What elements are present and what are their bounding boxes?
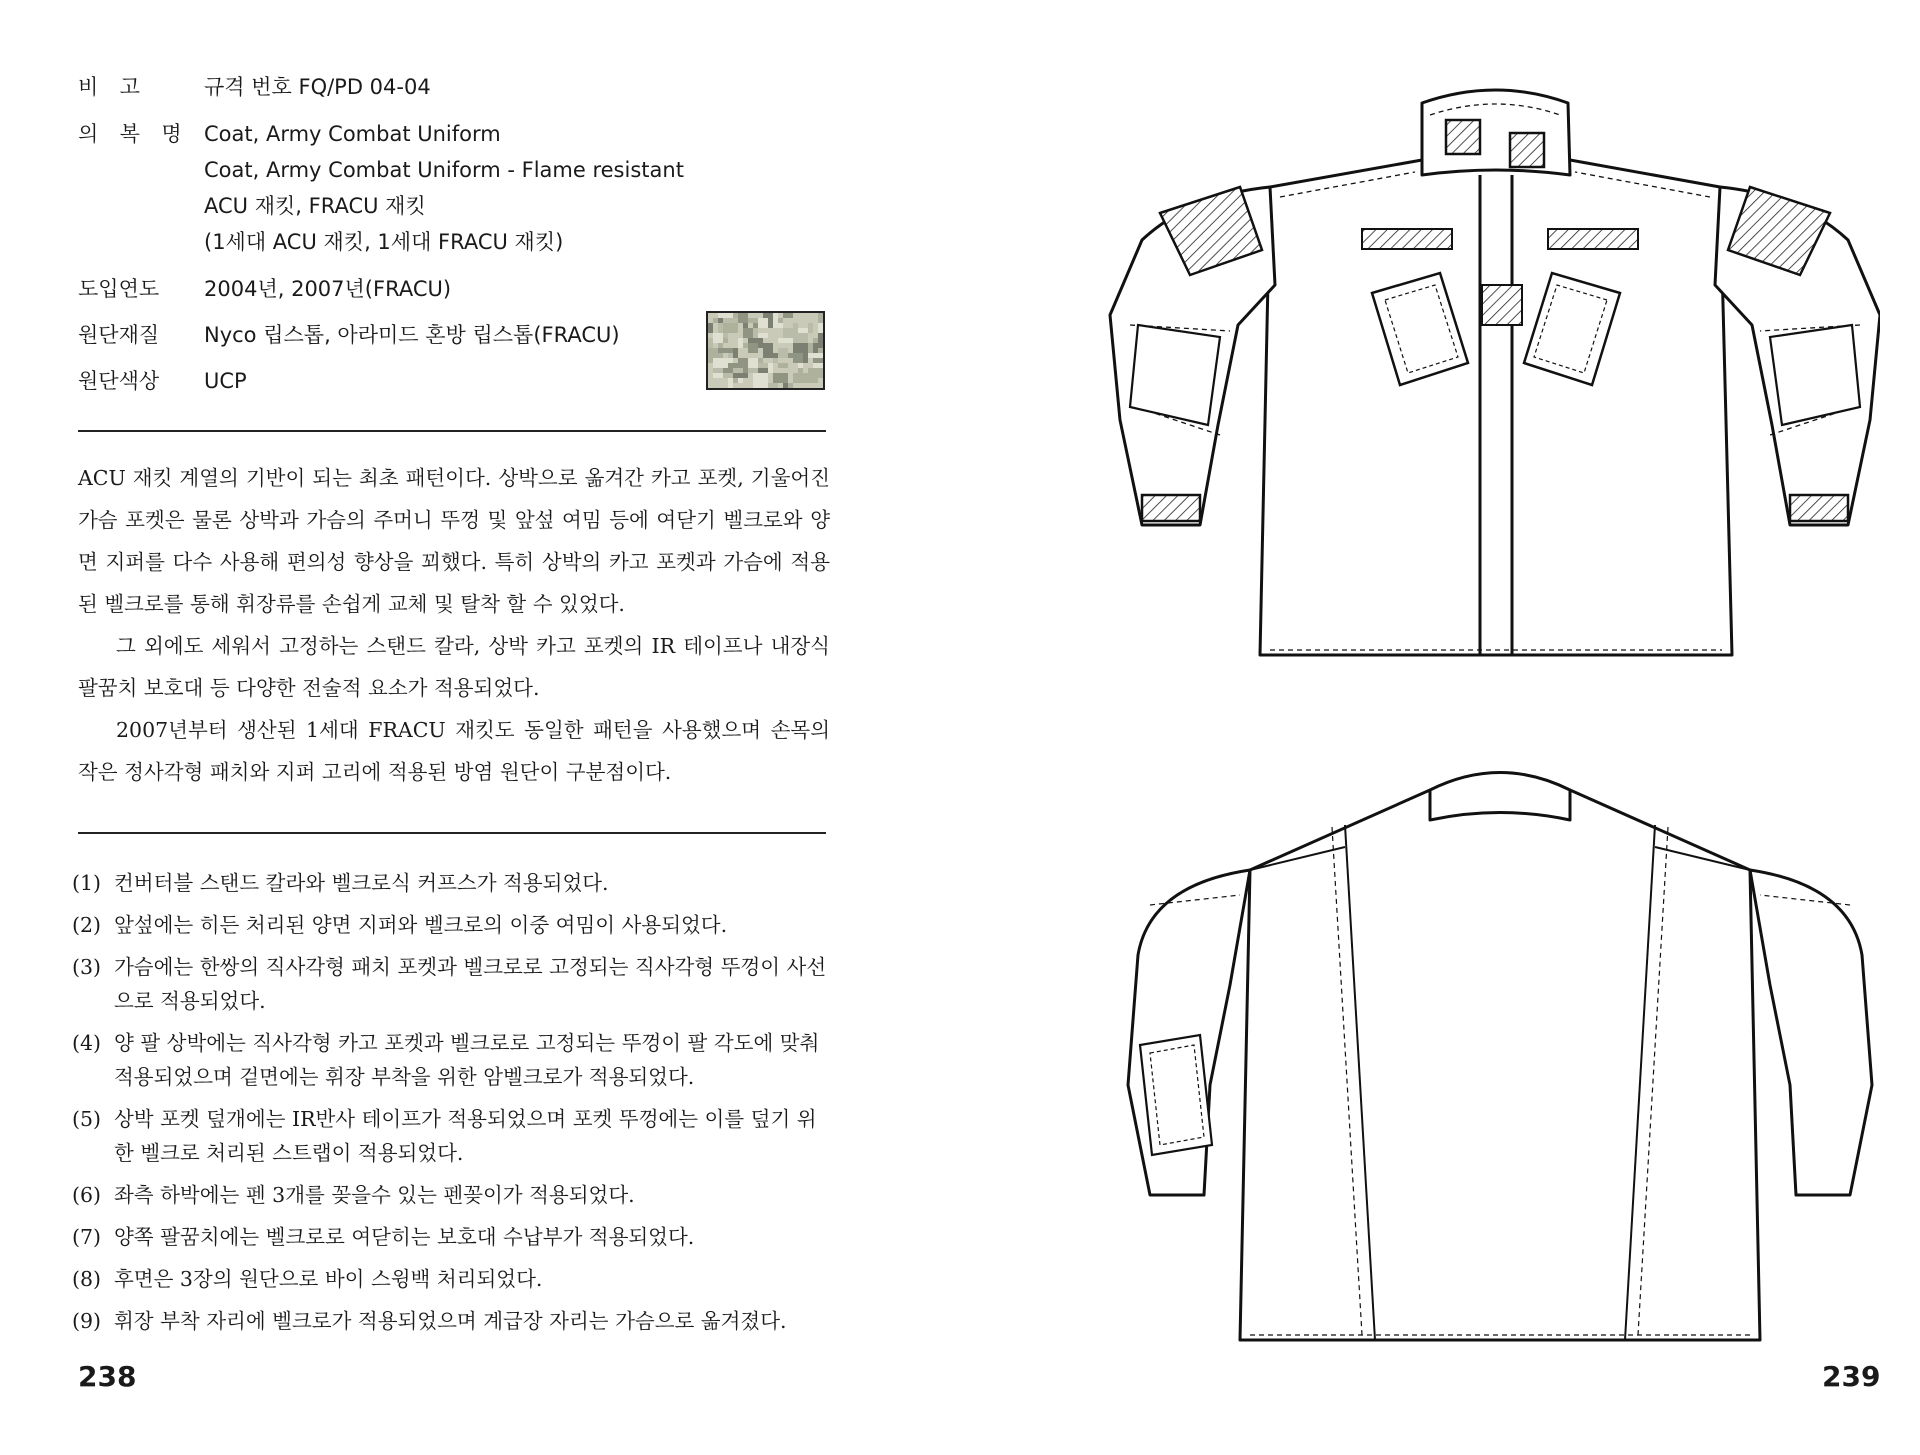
list-item xyxy=(72,1102,832,1170)
spec-row-garment xyxy=(78,116,838,260)
spec-label: 도입연도 xyxy=(78,277,160,301)
note-number: (4) xyxy=(72,1031,102,1055)
spec-label: 원단재질 xyxy=(78,323,160,347)
list-item xyxy=(72,1026,832,1094)
note-number: (8) xyxy=(72,1267,102,1291)
note-text: 상박 포켓 덮개에는 IR반사 테이프가 적용되었으며 포켓 뚜껑에는 이를 덮기 위한 벨크로 처리된 스트랩이 적용되었다. xyxy=(114,1107,817,1165)
spec-value: 2004년, 2007년(FRACU) xyxy=(204,277,452,301)
list-item xyxy=(72,866,832,900)
ucp-camo-swatch xyxy=(706,311,825,390)
spec-value: 규격 번호 FQ/PD 04-04 xyxy=(204,75,431,99)
spec-value: Nyco 립스톱, 아라미드 혼방 립스톱(FRACU) xyxy=(204,323,620,347)
spec-row-year xyxy=(78,272,838,306)
list-item xyxy=(72,1178,832,1212)
spec-label: 원단색상 xyxy=(78,369,160,393)
description-paragraph: 그 외에도 세워서 고정하는 스탠드 칼라, 상박 카고 포켓의 IR 테이프나 내장식 팔꿈치 보호대 등 다양한 전술적 요소가 적용되었다. xyxy=(78,634,830,700)
page-number-right: 239 xyxy=(1822,1360,1881,1393)
spec-value-line: ACU 재킷, FRACU 재킷 xyxy=(204,194,426,218)
note-number: (6) xyxy=(72,1183,102,1207)
description-text xyxy=(78,457,830,793)
spec-value-line: Coat, Army Combat Uniform xyxy=(204,122,501,146)
note-text: 휘장 부착 자리에 벨크로가 적용되었으며 계급장 자리는 가슴으로 옮겨졌다. xyxy=(114,1309,787,1333)
description-paragraph: ACU 재킷 계열의 기반이 되는 최초 패턴이다. 상박으로 옮겨간 카고 포켓, 기울어진 가슴 포켓은 물론 상박과 가슴의 주머니 뚜껑 및 앞섶 여밈 등에 여닫기 벨크로와 양면 지퍼를 다수 사용해 편의성 향상을 꾀했다. 특히 상박의 카고 포켓과 가슴에 적용된 벨크로를 통해 휘장류를 손쉽게 교체 및 탈착 할 수 있었다. xyxy=(78,466,830,616)
spec-value-lines xyxy=(204,116,684,260)
note-text: 후면은 3장의 원단으로 바이 스윙백 처리되었다. xyxy=(114,1267,543,1291)
list-item xyxy=(72,1220,832,1254)
note-text: 가슴에는 한쌍의 직사각형 패치 포켓과 벨크로로 고정되는 직사각형 뚜껑이 사선으로 적용되었다. xyxy=(114,955,827,1013)
spec-label: 비 고 xyxy=(78,75,148,99)
note-number: (2) xyxy=(72,913,102,937)
note-number: (3) xyxy=(72,955,102,979)
spec-label: 의 복 명 xyxy=(78,122,189,146)
feature-list xyxy=(72,866,832,1346)
description-paragraph: 2007년부터 생산된 1세대 FRACU 재킷도 동일한 패턴을 사용했으며 손목의 작은 정사각형 패치와 지퍼 고리에 적용된 방염 원단이 구분점이다. xyxy=(78,718,830,784)
section-divider xyxy=(78,430,826,432)
note-number: (5) xyxy=(72,1107,102,1131)
note-number: (9) xyxy=(72,1309,102,1333)
spec-value-line: Coat, Army Combat Uniform - Flame resistant xyxy=(204,158,684,182)
list-item xyxy=(72,950,832,1018)
page-number-left: 238 xyxy=(78,1360,137,1393)
note-number: (1) xyxy=(72,871,102,895)
spec-row-remark xyxy=(78,70,838,104)
spec-value-line: (1세대 ACU 재킷, 1세대 FRACU 재킷) xyxy=(204,230,564,254)
ucp-camo-pattern xyxy=(708,313,825,390)
spec-value: UCP xyxy=(204,369,247,393)
jacket-front-drawing xyxy=(1100,75,1880,675)
list-item xyxy=(72,908,832,942)
note-number: (7) xyxy=(72,1225,102,1249)
section-divider xyxy=(78,832,826,834)
list-item xyxy=(72,1304,832,1338)
note-text: 컨버터블 스탠드 칼라와 벨크로식 커프스가 적용되었다. xyxy=(114,871,609,895)
note-text: 양 팔 상박에는 직사각형 카고 포켓과 벨크로로 고정되는 뚜껑이 팔 각도에 맞춰 적용되었으며 겉면에는 휘장 부착을 위한 암벨크로가 적용되었다. xyxy=(114,1031,820,1089)
note-text: 양쪽 팔꿈치에는 벨크로로 여닫히는 보호대 수납부가 적용되었다. xyxy=(114,1225,695,1249)
jacket-back-drawing xyxy=(1100,735,1880,1355)
note-text: 앞섶에는 히든 처리된 양면 지퍼와 벨크로의 이중 여밈이 사용되었다. xyxy=(114,913,728,937)
note-text: 좌측 하박에는 펜 3개를 꽂을수 있는 펜꽂이가 적용되었다. xyxy=(114,1183,635,1207)
list-item xyxy=(72,1262,832,1296)
